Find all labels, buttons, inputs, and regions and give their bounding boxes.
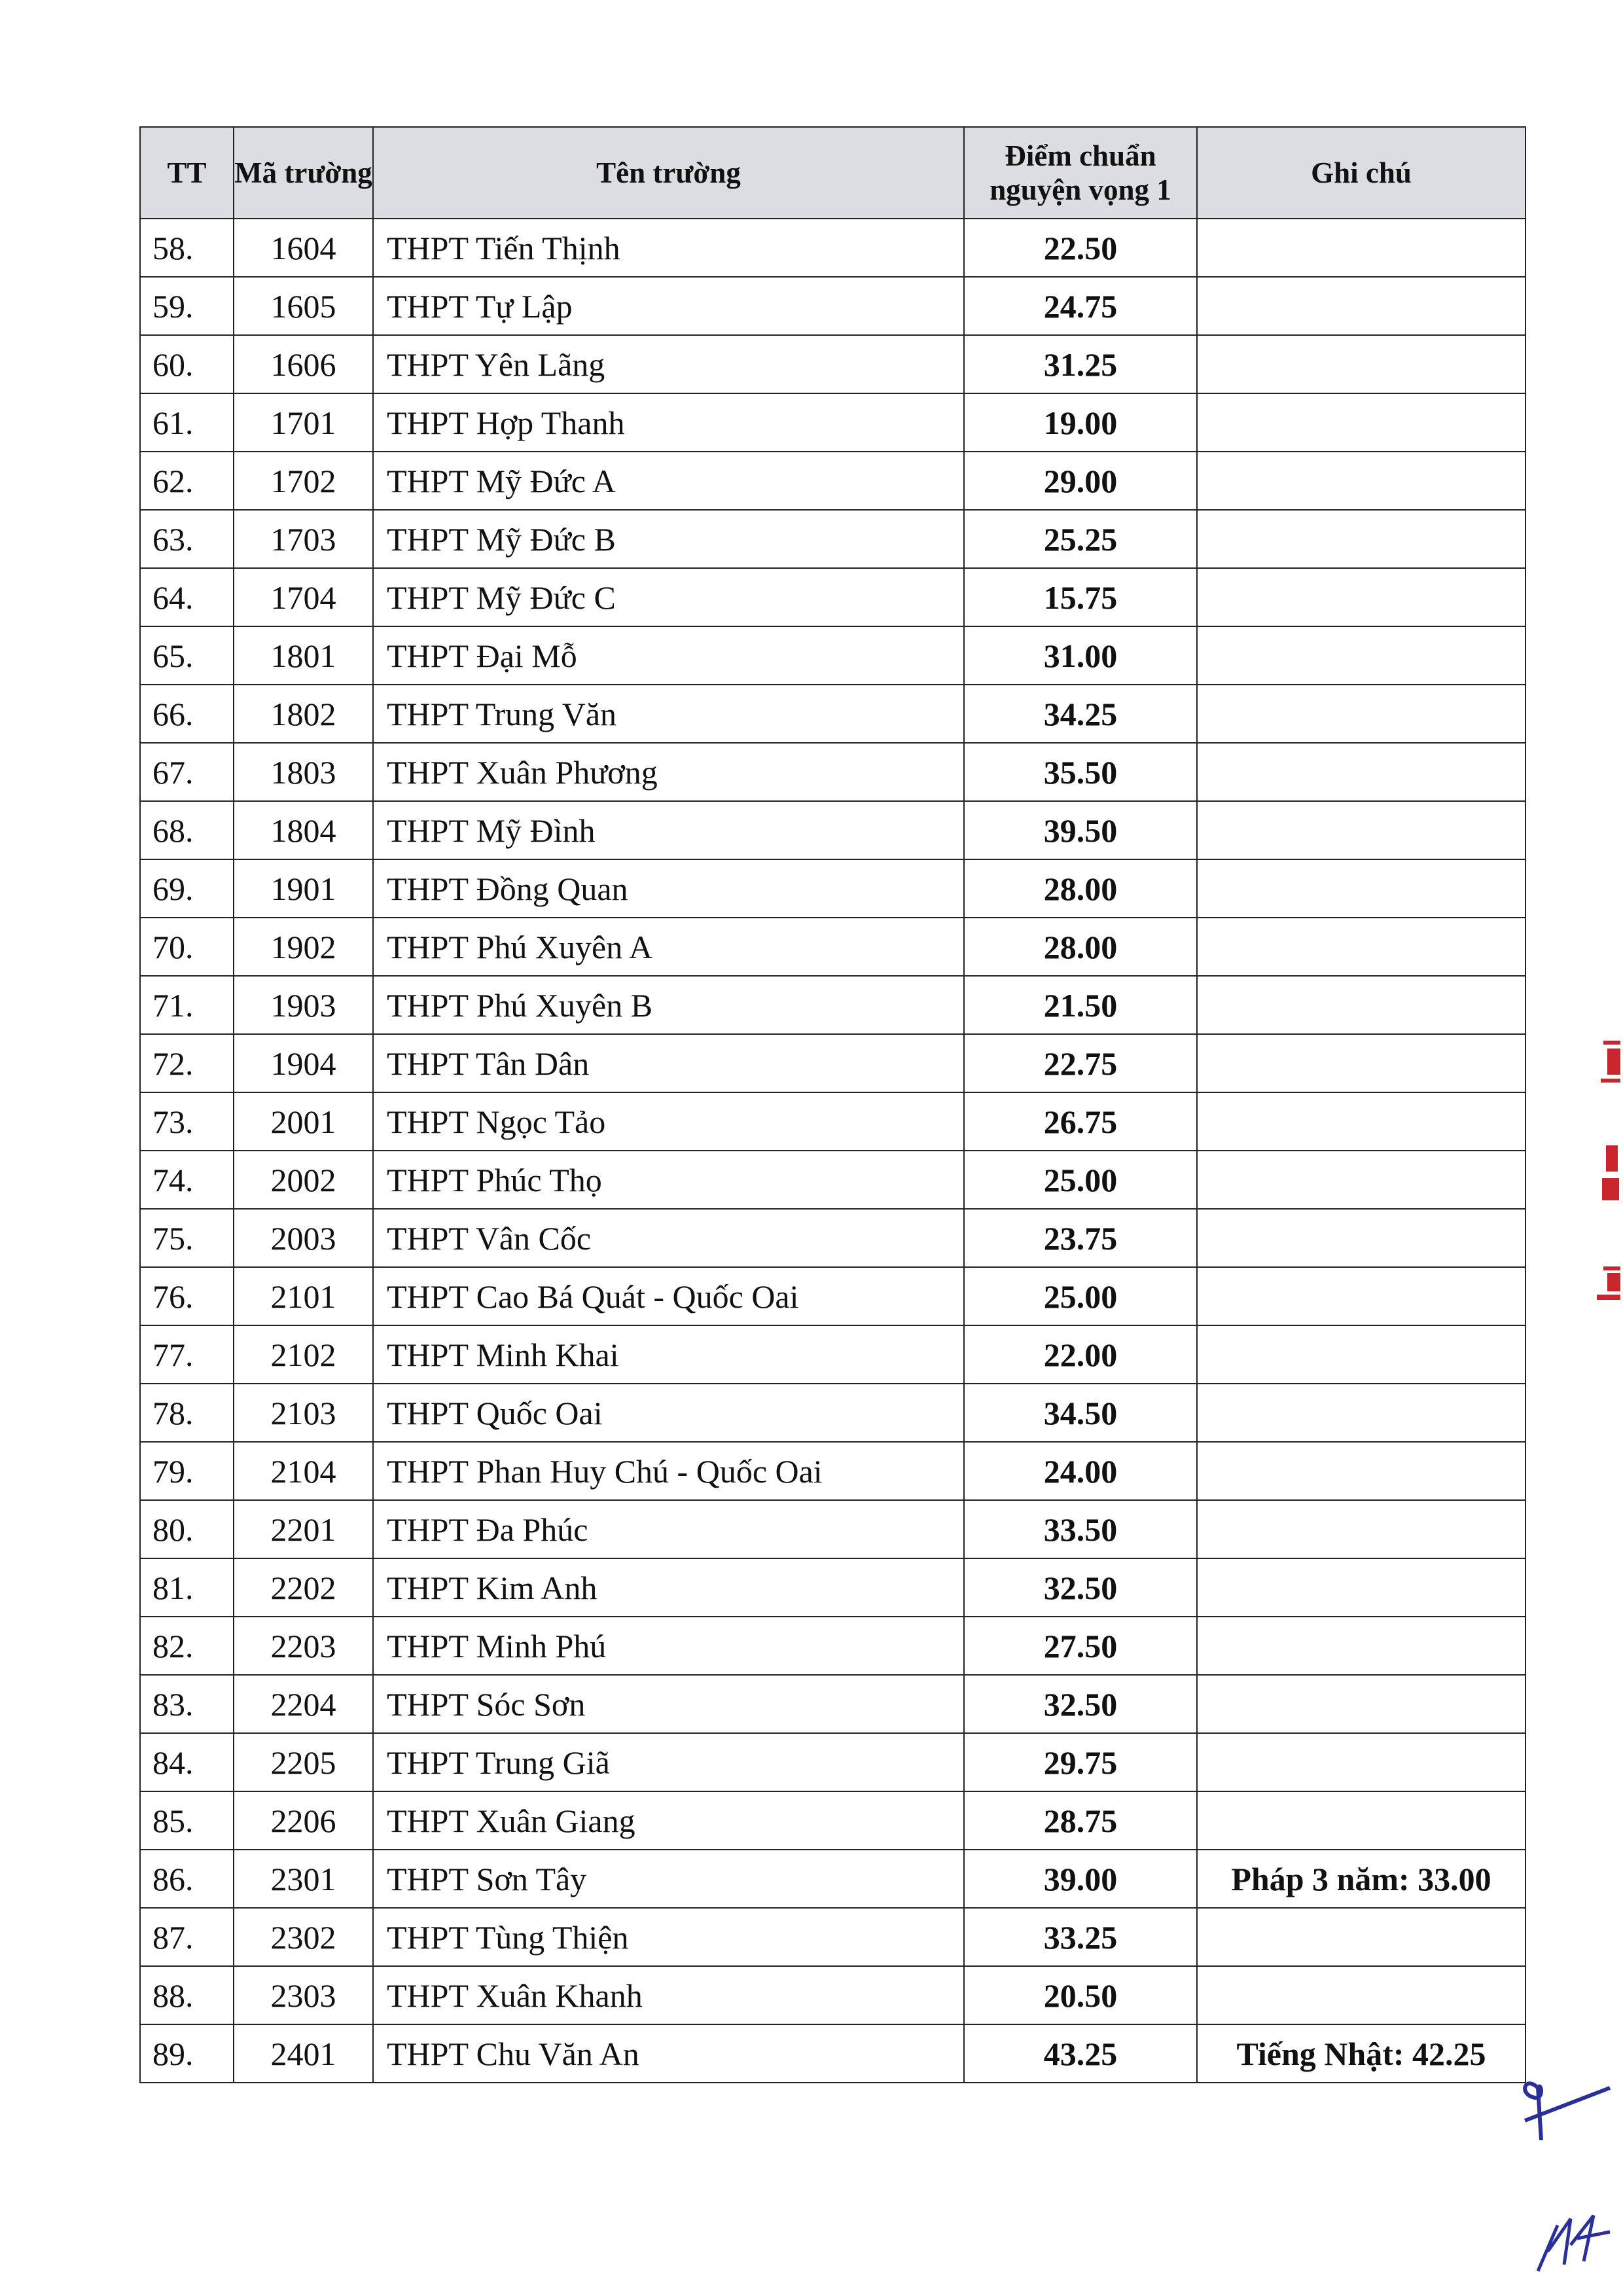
row-index: 74. [140,1151,234,1209]
table-row [140,452,1525,510]
school-code: 2301 [234,1850,373,1908]
row-index: 67. [140,743,234,801]
table-row [140,1617,1525,1675]
school-code: 2205 [234,1733,373,1791]
note [1197,801,1525,859]
note [1197,1966,1525,2024]
row-index: 82. [140,1617,234,1675]
row-index: 88. [140,1966,234,2024]
school-name: THPT Hợp Thanh [373,393,964,452]
row-index: 85. [140,1791,234,1850]
cutoff-score: 23.75 [964,1209,1197,1267]
header-school-code: Mã trường [234,127,373,219]
cutoff-score: 15.75 [964,568,1197,626]
school-name: THPT Đồng Quan [373,859,964,918]
table-header-row [140,127,1525,219]
admission-score-table [139,126,1526,2083]
school-name: THPT Xuân Giang [373,1791,964,1850]
school-code: 2001 [234,1092,373,1151]
school-name: THPT Ngọc Tảo [373,1092,964,1151]
school-name: THPT Minh Khai [373,1325,964,1384]
signature-mark [1512,2062,1616,2147]
note [1197,277,1525,335]
table-row [140,1500,1525,1558]
row-index: 84. [140,1733,234,1791]
school-name: THPT Tân Dân [373,1034,964,1092]
row-index: 81. [140,1558,234,1617]
row-index: 65. [140,626,234,685]
note [1197,452,1525,510]
header-tt: TT [140,127,234,219]
note [1197,918,1525,976]
cutoff-score: 28.00 [964,859,1197,918]
school-name: THPT Chu Văn An [373,2024,964,2083]
cutoff-score: 29.75 [964,1733,1197,1791]
school-name: THPT Tùng Thiện [373,1908,964,1966]
school-code: 2102 [234,1325,373,1384]
school-code: 1703 [234,510,373,568]
table-row [140,1733,1525,1791]
row-index: 75. [140,1209,234,1267]
school-code: 2401 [234,2024,373,2083]
note [1197,1500,1525,1558]
cutoff-score: 24.75 [964,277,1197,335]
cutoff-score: 24.00 [964,1442,1197,1500]
note [1197,1733,1525,1791]
note [1197,1034,1525,1092]
school-name: THPT Đa Phúc [373,1500,964,1558]
cutoff-score: 28.75 [964,1791,1197,1850]
school-code: 1802 [234,685,373,743]
school-name: THPT Minh Phú [373,1617,964,1675]
note [1197,1791,1525,1850]
table-row [140,1384,1525,1442]
header-school-name: Tên trường [373,127,964,219]
note [1197,1151,1525,1209]
row-index: 72. [140,1034,234,1092]
row-index: 60. [140,335,234,393]
header-note: Ghi chú [1197,127,1525,219]
cutoff-score: 33.25 [964,1908,1197,1966]
school-name: THPT Cao Bá Quát - Quốc Oai [373,1267,964,1325]
school-name: THPT Sơn Tây [373,1850,964,1908]
school-code: 1803 [234,743,373,801]
note [1197,219,1525,277]
row-index: 77. [140,1325,234,1384]
table-row [140,219,1525,277]
school-code: 1904 [234,1034,373,1092]
row-index: 76. [140,1267,234,1325]
table-row [140,1209,1525,1267]
table-row [140,1442,1525,1500]
school-name: THPT Xuân Phương [373,743,964,801]
cutoff-score: 31.00 [964,626,1197,685]
school-code: 2002 [234,1151,373,1209]
school-code: 2103 [234,1384,373,1442]
cutoff-score: 32.50 [964,1558,1197,1617]
note [1197,510,1525,568]
school-name: THPT Yên Lãng [373,335,964,393]
cutoff-score: 20.50 [964,1966,1197,2024]
table-row [140,1092,1525,1151]
cutoff-score: 26.75 [964,1092,1197,1151]
row-index: 63. [140,510,234,568]
school-name: THPT Phan Huy Chú - Quốc Oai [373,1442,964,1500]
stamp-fragment [1590,1034,1623,1316]
table-row [140,393,1525,452]
table-row [140,1966,1525,2024]
note [1197,1384,1525,1442]
note: Pháp 3 năm: 33.00 [1197,1850,1525,1908]
row-index: 86. [140,1850,234,1908]
cutoff-score: 32.50 [964,1675,1197,1733]
table-row [140,918,1525,976]
school-name: THPT Quốc Oai [373,1384,964,1442]
note [1197,393,1525,452]
cutoff-score: 25.00 [964,1151,1197,1209]
cutoff-score: 21.50 [964,976,1197,1034]
school-code: 2203 [234,1617,373,1675]
row-index: 61. [140,393,234,452]
school-code: 1804 [234,801,373,859]
table-row [140,976,1525,1034]
school-code: 1801 [234,626,373,685]
table-row [140,1850,1525,1908]
school-code: 1903 [234,976,373,1034]
school-name: THPT Phú Xuyên A [373,918,964,976]
note: Tiếng Nhật: 42.25 [1197,2024,1525,2083]
row-index: 78. [140,1384,234,1442]
school-name: THPT Mỹ Đức C [373,568,964,626]
row-index: 58. [140,219,234,277]
school-code: 2202 [234,1558,373,1617]
cutoff-score: 34.50 [964,1384,1197,1442]
row-index: 79. [140,1442,234,1500]
table-row [140,568,1525,626]
row-index: 59. [140,277,234,335]
row-index: 73. [140,1092,234,1151]
row-index: 68. [140,801,234,859]
school-name: THPT Trung Giã [373,1733,964,1791]
note [1197,743,1525,801]
school-code: 1901 [234,859,373,918]
table-row [140,1675,1525,1733]
school-name: THPT Sóc Sơn [373,1675,964,1733]
table-row [140,743,1525,801]
table-row [140,277,1525,335]
school-name: THPT Tự Lập [373,277,964,335]
row-index: 87. [140,1908,234,1966]
table-row [140,1908,1525,1966]
school-code: 1701 [234,393,373,452]
cutoff-score: 28.00 [964,918,1197,976]
school-name: THPT Kim Anh [373,1558,964,1617]
table-row [140,1151,1525,1209]
note [1197,1908,1525,1966]
cutoff-score: 35.50 [964,743,1197,801]
cutoff-score: 43.25 [964,2024,1197,2083]
note [1197,335,1525,393]
school-code: 1604 [234,219,373,277]
school-code: 2206 [234,1791,373,1850]
table-row [140,685,1525,743]
table-row [140,1325,1525,1384]
note [1197,1558,1525,1617]
note [1197,1442,1525,1500]
cutoff-score: 27.50 [964,1617,1197,1675]
note [1197,1092,1525,1151]
note [1197,1617,1525,1675]
table-row [140,859,1525,918]
note [1197,685,1525,743]
school-name: THPT Phúc Thọ [373,1151,964,1209]
school-code: 1704 [234,568,373,626]
school-code: 2003 [234,1209,373,1267]
cutoff-score: 39.50 [964,801,1197,859]
row-index: 80. [140,1500,234,1558]
note [1197,1675,1525,1733]
cutoff-score: 22.75 [964,1034,1197,1092]
school-code: 2104 [234,1442,373,1500]
note [1197,1325,1525,1384]
school-code: 1605 [234,277,373,335]
note [1197,976,1525,1034]
cutoff-score: 19.00 [964,393,1197,452]
cutoff-score: 25.00 [964,1267,1197,1325]
note [1197,1267,1525,1325]
cutoff-score: 34.25 [964,685,1197,743]
row-index: 83. [140,1675,234,1733]
row-index: 66. [140,685,234,743]
cutoff-score: 29.00 [964,452,1197,510]
school-name: THPT Mỹ Đức B [373,510,964,568]
table-row [140,626,1525,685]
initials-mark [1531,2206,1616,2278]
school-name: THPT Trung Văn [373,685,964,743]
school-name: THPT Xuân Khanh [373,1966,964,2024]
school-name: THPT Mỹ Đức A [373,452,964,510]
school-code: 2204 [234,1675,373,1733]
table-row [140,1791,1525,1850]
cutoff-score: 39.00 [964,1850,1197,1908]
row-index: 70. [140,918,234,976]
row-index: 71. [140,976,234,1034]
table-row [140,335,1525,393]
school-code: 1902 [234,918,373,976]
school-name: THPT Vân Cốc [373,1209,964,1267]
school-code: 2303 [234,1966,373,2024]
table-row [140,1034,1525,1092]
row-index: 64. [140,568,234,626]
note [1197,1209,1525,1267]
table-row [140,2024,1525,2083]
note [1197,568,1525,626]
cutoff-score: 22.00 [964,1325,1197,1384]
row-index: 89. [140,2024,234,2083]
note [1197,626,1525,685]
school-code: 1702 [234,452,373,510]
cutoff-score: 31.25 [964,335,1197,393]
school-name: THPT Mỹ Đình [373,801,964,859]
school-name: THPT Phú Xuyên B [373,976,964,1034]
school-code: 2302 [234,1908,373,1966]
note [1197,859,1525,918]
school-code: 2101 [234,1267,373,1325]
cutoff-score: 33.50 [964,1500,1197,1558]
school-name: THPT Đại Mỗ [373,626,964,685]
table-row [140,1558,1525,1617]
cutoff-score: 22.50 [964,219,1197,277]
table-row [140,1267,1525,1325]
row-index: 62. [140,452,234,510]
school-name: THPT Tiến Thịnh [373,219,964,277]
header-score: Điểm chuẩn nguyện vọng 1 [964,127,1197,219]
school-code: 2201 [234,1500,373,1558]
cutoff-score: 25.25 [964,510,1197,568]
row-index: 69. [140,859,234,918]
school-code: 1606 [234,335,373,393]
table-row [140,801,1525,859]
table-row [140,510,1525,568]
